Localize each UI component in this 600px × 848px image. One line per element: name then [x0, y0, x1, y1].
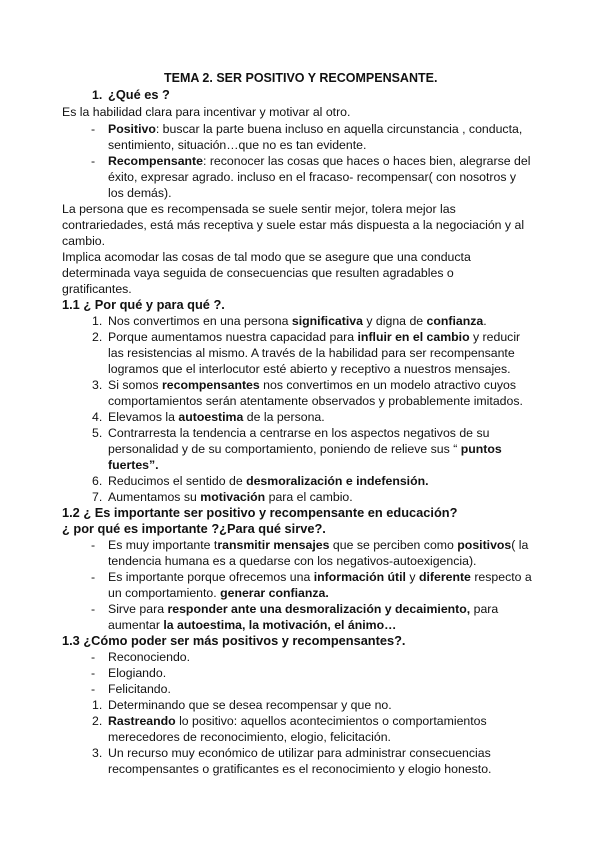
section-number: 1. — [92, 88, 103, 102]
list-number: 3. — [92, 746, 103, 760]
list-number: 4. — [92, 410, 103, 424]
list-item: Aumentamos su motivación para el cambio. — [108, 490, 353, 504]
definition-recompensante: Recompensante: reconocer las cosas que haces o haces bien, alegrarse del — [108, 154, 531, 168]
list-item: Porque aumentamos nuestra capacidad para influir en el cambio y reducir — [108, 330, 521, 344]
list-number: 2. — [92, 330, 103, 344]
list-item-cont: un comportamiento. generar confianza. — [108, 586, 329, 600]
list-item: Es importante porque ofrecemos una información útil y diferente respecto a — [108, 570, 532, 584]
section-heading-como: 1.3 ¿Cómo poder ser más positivos y recompensantes?. — [62, 633, 406, 648]
paragraph-line: La persona que es recompensada se suele sentir mejor, tolera mejor las — [62, 202, 456, 216]
list-item-cont: fuertes”. — [108, 458, 159, 472]
list-item: Determinando que se desea recompensar y que no. — [108, 698, 392, 712]
list-item: Felicitando. — [108, 682, 171, 696]
list-item-cont: logramos que el interlocutor esté abierto y receptivo a nuestros mensajes. — [108, 362, 511, 376]
list-item-cont: recompensantes o gratificantes es el reconocimiento y elogio honesto. — [108, 762, 492, 776]
list-item: Elogiando. — [108, 666, 167, 680]
list-item-cont: comportamientos serán atentamente observados y probablemente imitados. — [108, 394, 523, 408]
bullet-dash: - — [91, 602, 96, 616]
bullet-dash: - — [91, 122, 96, 136]
bullet-dash: - — [91, 666, 96, 680]
list-item-cont: las resistencias al mismo. A través de la habilidad para ser recompensante — [108, 346, 515, 360]
list-number: 6. — [92, 474, 103, 488]
list-item-cont: merecedores de reconocimiento, elogio, felicitación. — [108, 730, 391, 744]
list-item: Contrarresta la tendencia a centrarse en los aspectos negativos de su — [108, 426, 490, 440]
list-number: 3. — [92, 378, 103, 392]
list-number: 1. — [92, 314, 103, 328]
list-item: Nos convertimos en una persona significativa y digna de confianza. — [108, 314, 487, 328]
bullet-dash: - — [91, 650, 96, 664]
list-item: Un recurso muy económico de utilizar para administrar consecuencias — [108, 746, 491, 760]
list-number: 2. — [92, 714, 103, 728]
paragraph-line: gratificantes. — [62, 282, 132, 296]
definition-positivo: Positivo: buscar la parte buena incluso en aquella circunstancia , conducta, — [108, 122, 523, 136]
list-item: Sirve para responder ante una desmoralización y decaimiento, para — [108, 602, 499, 616]
intro-text: Es la habilidad clara para incentivar y motivar al otro. — [62, 105, 351, 119]
section-heading-importancia: 1.2 ¿ Es importante ser positivo y recompensante en educación? — [62, 505, 458, 520]
bullet-dash: - — [91, 538, 96, 552]
list-item: Es muy importante transmitir mensajes que se perciben como positivos( la — [108, 538, 529, 552]
bullet-dash: - — [91, 154, 96, 168]
list-number: 5. — [92, 426, 103, 440]
paragraph-line: determinada vaya seguida de consecuencias que resulten agradables o — [62, 266, 454, 280]
list-item: Reconociendo. — [108, 650, 191, 664]
list-item: Elevamos la autoestima de la persona. — [108, 410, 325, 424]
section-heading-que-es: ¿Qué es ? — [108, 87, 170, 102]
list-item: Rastreando lo positivo: aquellos acontecimientos o comportamientos — [108, 714, 487, 728]
list-item-cont: aumentar la autoestima, la motivación, el ánimo… — [108, 618, 397, 632]
section-heading-por-que: 1.1 ¿ Por qué y para qué ?. — [62, 297, 225, 312]
definition-recompensante-cont: los demás). — [108, 186, 172, 200]
page-title: TEMA 2. SER POSITIVO Y RECOMPENSANTE. — [164, 71, 438, 85]
list-item-cont: personalidad y de su comportamiento, poniendo de relieve sus “ puntos — [108, 442, 502, 456]
paragraph-line: Implica acomodar las cosas de tal modo que se asegure que una conducta — [62, 250, 471, 264]
list-item-cont: tendencia humana es a quedarse con los negativos-autoexigencia). — [108, 554, 477, 568]
bullet-dash: - — [91, 682, 96, 696]
paragraph-line: contrariedades, está más receptiva y suele estar más dispuesta a la negociación y al — [62, 218, 525, 232]
list-number: 7. — [92, 490, 103, 504]
definition-positivo-cont: sentimiento, situación…que no es tan evidente. — [108, 138, 367, 152]
definition-recompensante-cont: éxito, expresar agrado. incluso en el fracaso- recompensar( con nosotros y — [108, 170, 517, 184]
list-number: 1. — [92, 698, 103, 712]
section-subheading: ¿ por qué es importante ?¿Para qué sirve?. — [62, 521, 326, 536]
paragraph-line: cambio. — [62, 234, 106, 248]
list-item: Reducimos el sentido de desmoralización e indefensión. — [108, 474, 429, 488]
list-item: Si somos recompensantes nos convertimos en un modelo atractivo cuyos — [108, 378, 517, 392]
bullet-dash: - — [91, 570, 96, 584]
